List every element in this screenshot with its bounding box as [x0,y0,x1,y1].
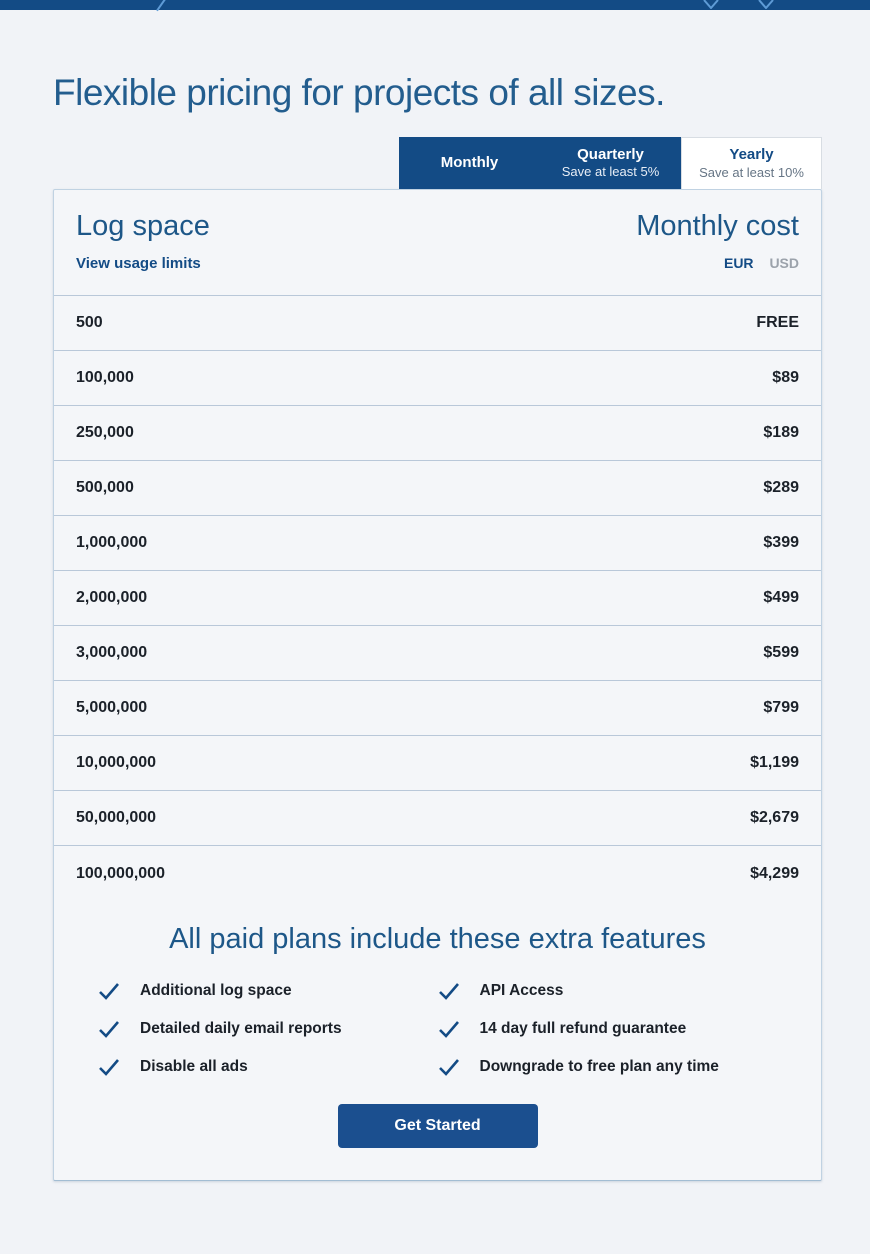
log-space-value: 500 [76,314,103,331]
tab-quarterly-label: Quarterly [577,145,644,163]
list-item [438,1020,800,1038]
price-value: $399 [763,534,799,551]
checkmark-icon [98,982,120,1000]
pricing-card-header [54,190,821,295]
table-row [54,626,821,681]
table-row [54,571,821,626]
get-started-button[interactable]: Get Started [338,1104,538,1148]
log-space-column-title: Log space [76,210,210,242]
table-row [54,846,821,901]
log-space-value: 1,000,000 [76,534,148,551]
checkmark-icon [438,1058,460,1076]
list-item [98,1020,438,1038]
price-value: $599 [763,644,799,661]
chevron-down-icon[interactable] [758,0,774,9]
list-item [438,1058,800,1076]
log-space-value: 250,000 [76,424,134,441]
log-space-value: 100,000,000 [76,864,165,882]
log-space-value: 3,000,000 [76,644,148,661]
table-row [54,736,821,791]
list-item [438,982,800,1000]
table-row [54,461,821,516]
price-value: $2,679 [750,809,799,826]
top-navbar [0,0,870,10]
page-title: Flexible pricing for projects of all sizes. [53,72,665,113]
features-column-left [76,982,438,1076]
currency-toggle [724,255,799,271]
feature-label: Additional log space [140,982,292,999]
tab-yearly-label: Yearly [729,146,774,163]
tab-quarterly-savings: Save at least 5% [561,164,660,180]
feature-label: Disable all ads [140,1058,248,1075]
log-space-value: 10,000,000 [76,754,157,771]
feature-label: API Access [479,982,564,999]
tab-monthly-label: Monthly [440,153,499,171]
price-table [54,295,821,901]
list-item [98,982,438,1000]
features-column-right [438,982,800,1076]
monthly-cost-column-title: Monthly cost [636,210,799,242]
table-row [54,791,821,846]
log-space-value: 5,000,000 [76,699,148,716]
price-value: $189 [763,424,799,441]
feature-label: Downgrade to free plan any time [479,1058,719,1075]
pricing-card [53,189,822,1181]
table-row [54,296,821,351]
checkmark-icon [438,982,460,1000]
table-row [54,406,821,461]
table-row [54,681,821,736]
price-value: $1,199 [750,754,799,771]
feature-label: Detailed daily email reports [140,1020,342,1037]
extra-features-title: All paid plans include these extra features [169,923,706,955]
table-row [54,516,821,571]
price-value: $89 [772,369,799,386]
log-space-value: 500,000 [76,479,134,496]
checkmark-icon [98,1020,120,1038]
feature-label: 14 day full refund guarantee [479,1020,687,1037]
price-value: $4,299 [750,864,799,882]
log-space-value: 2,000,000 [76,589,148,606]
currency-eur-link[interactable]: EUR [723,255,754,271]
tab-monthly[interactable] [399,137,540,189]
checkmark-icon [98,1058,120,1076]
view-usage-limits-link[interactable]: View usage limits [76,255,201,272]
price-value: $289 [763,479,799,496]
list-item [98,1058,438,1076]
currency-usd-label: USD [769,255,799,271]
tab-yearly-savings: Save at least 10% [699,164,804,180]
extra-features-section [54,901,821,1180]
checkmark-icon [438,1020,460,1038]
price-value: $499 [763,589,799,606]
pricing-page [53,10,822,1181]
billing-period-tabs [53,137,822,189]
price-value: FREE [756,314,799,331]
tab-yearly[interactable] [681,137,822,189]
log-space-value: 100,000 [76,369,134,386]
tab-quarterly[interactable] [540,137,681,189]
table-row [54,351,821,406]
price-value: $799 [763,699,799,716]
chevron-down-icon[interactable] [703,0,719,9]
log-space-value: 50,000,000 [76,809,157,826]
